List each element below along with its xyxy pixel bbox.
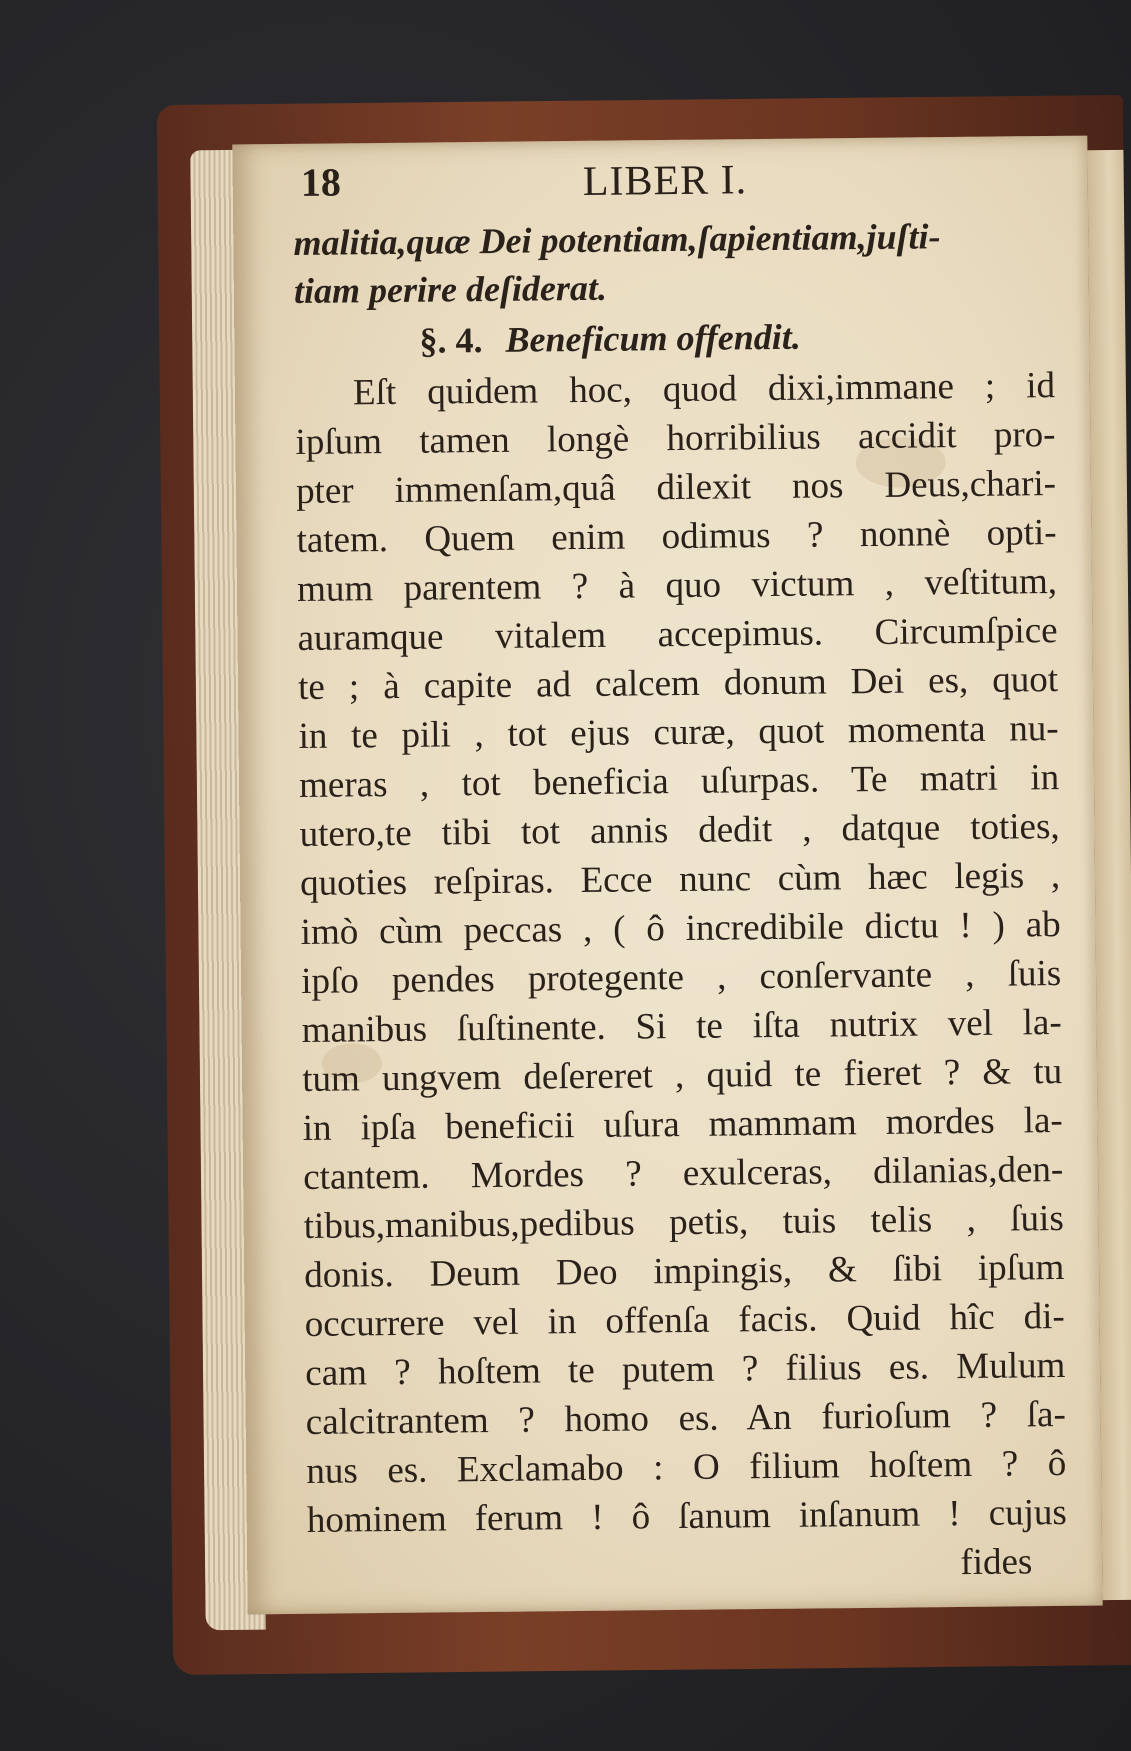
section-title: Beneficum offendit.	[505, 316, 801, 360]
body-line: donis. Deum Deo impingis, & ſibi ipſum	[304, 1246, 1065, 1296]
body-line: imò cùm peccas , ( ô incredibile dictu ! ) ab	[300, 904, 1061, 953]
body-line: calcitrantem ? homo es. An furioſum ? ſa-	[305, 1393, 1066, 1443]
section-mark: §. 4.	[419, 320, 483, 361]
body-line: auramque vitalem accepimus. Circumſpice	[297, 610, 1058, 659]
body-line: ipſo pendes protegente , conſervante , ſuis	[300, 953, 1062, 1002]
catchword: fides	[960, 1541, 1033, 1584]
page-text	[293, 151, 1068, 1584]
body-line: ctantem. Mordes ? exulceras, dilanias,den-	[303, 1149, 1064, 1198]
body-line: in ipſa beneficii uſura mammam mordes la-	[302, 1100, 1063, 1149]
body-line: utero,te tibi tot annis dedit , datque toties,	[299, 806, 1060, 855]
page-header	[293, 151, 1054, 219]
body-line: nus es. Exclamabo : O filium hoſtem ? ô	[306, 1442, 1067, 1492]
body-line: cam ? hoſtem te putem ? filius es. Mulum	[305, 1344, 1066, 1394]
running-head: LIBER I.	[582, 157, 748, 205]
body-line: in te pili , tot ejus curæ, quot momenta nu-	[298, 708, 1059, 757]
section-heading	[294, 307, 1055, 369]
body-line: ipſum tamen longè horribilius accidit pro-	[295, 414, 1056, 464]
body-line: meras , tot beneficia uſurpas. Te matri in	[298, 757, 1060, 806]
body-line: te ; à capite ad calcem donum Dei es, quot	[297, 659, 1059, 708]
body-line: quoties reſpiras. Ecce nunc cùm hæc legis ,	[299, 855, 1061, 904]
body-line: manibus ſuſtinente. Si te iſta nutrix vel la-	[301, 1002, 1062, 1051]
page-number: 18	[300, 159, 342, 205]
body-line: tibus,manibus,pedibus petis, tuis telis , ſuis	[303, 1198, 1064, 1247]
body-line: Eſt quidem hoc, quod dixi,immane ; id	[352, 365, 1056, 414]
body-line: tum ungvem deſereret , quid te fieret ? & tu	[302, 1051, 1063, 1100]
opening-line: malitia,quæ Dei potentiam,ſapientiam,juſti-	[293, 216, 941, 264]
body-line: tatem. Quem enim odimus ? nonnè opti-	[296, 512, 1057, 561]
opening-line: tiam perire deſiderat.	[293, 267, 608, 312]
body-line: hominem ferum ! ô ſanum inſanum ! cujus	[306, 1491, 1068, 1541]
body-line: occurrere vel in offenſa facis. Quid hîc di-	[304, 1295, 1065, 1345]
body-line: pter immenſam,quâ dilexit nos Deus,chari-	[295, 463, 1057, 512]
body-line: mum parentem ? à quo victum , veſtitum,	[296, 561, 1058, 610]
